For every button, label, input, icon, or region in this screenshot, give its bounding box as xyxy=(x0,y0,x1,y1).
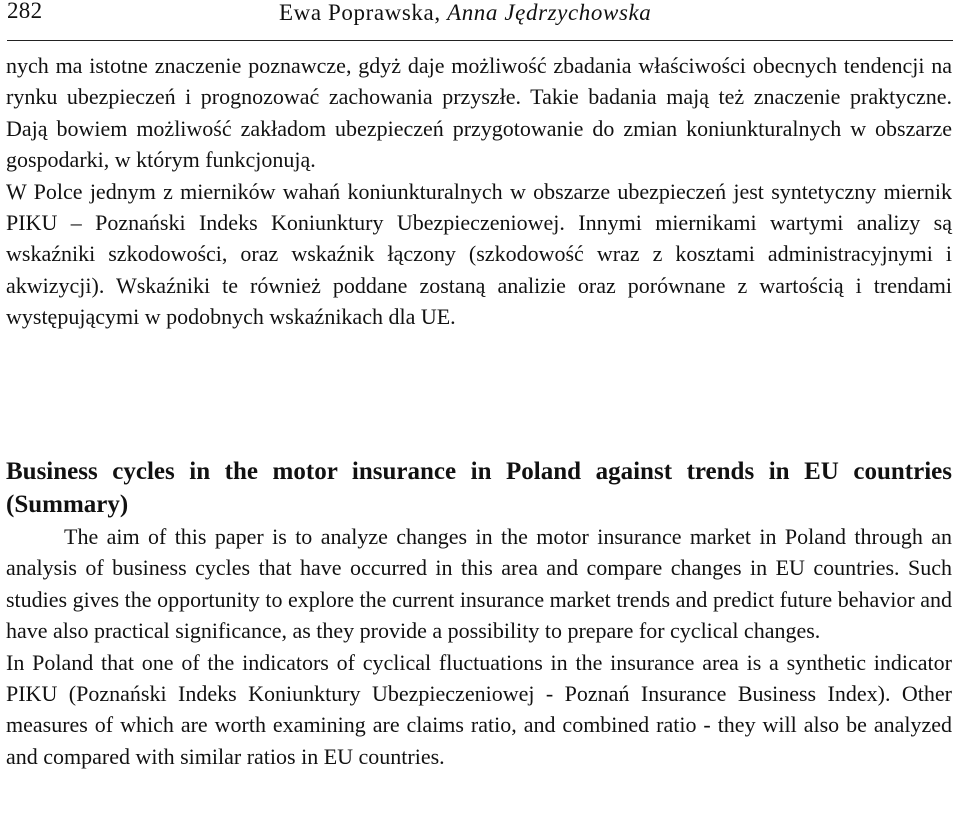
summary-title: Business cycles in the motor insurance in Poland against trends in EU countries (Summary) xyxy=(6,458,952,518)
running-head-authors xyxy=(279,0,651,26)
polish-body-text xyxy=(6,50,952,333)
running-header xyxy=(7,0,953,41)
summary-body-text xyxy=(6,521,952,772)
summary-paragraph-2: In Poland that one of the indicators of cyclical fluctuations in the insurance area is a synthetic indicator PIKU (Poznański Indeks Koniunktury Ubezpieczeniowej - Poznań Insurance Business Index). Other measures of which are worth examining are claims ratio, and combined ratio - they will also be analyzed and compared with similar ratios in EU countries. xyxy=(6,649,952,769)
polish-paragraph-2: W Polce jednym z mierników wahań koniunkturalnych w obszarze ubezpieczeń jest syntetyczny miernik PIKU – Poznański Indeks Koniunktury Ubezpieczeniowej. Innymi miernikami wartymi analizy są wskaźniki szkodowości, oraz wskaźnik łączony (szkodowość wraz z kosztami administracyjnymi i akwizycji). Wskaźniki te również poddane zostaną analizie oraz porównane z wartością i trendami występującymi w podobnych wskaźnikach dla UE. xyxy=(6,178,952,330)
author-first: Ewa Poprawska, xyxy=(279,0,441,25)
author-second: Anna Jędrzychowska xyxy=(447,0,652,25)
summary-paragraph-1: The aim of this paper is to analyze changes in the motor insurance market in Poland through an analysis of business cycles that have occurred in this area and compare changes in EU countries. Such studies gives the opportunity to explore the current insurance market trends and predict future behavior and have also practical significance, as they provide a possibility to prepare for cyclical changes. xyxy=(6,524,952,644)
polish-paragraph-1: nych ma istotne znaczenie poznawcze, gdyż daje możliwość zbadania właściwości obecnych tendencji na rynku ubezpieczeń i prognozować zachowania przyszłe. Takie badania mają też znaczenie praktyczne. Dają bowiem możliwość zakładom ubezpieczeń przygotowanie do zmian koniunkturalnych w obszarze gospodarki, w którym funkcjonują. xyxy=(6,53,952,173)
page-number: 282 xyxy=(7,0,43,23)
